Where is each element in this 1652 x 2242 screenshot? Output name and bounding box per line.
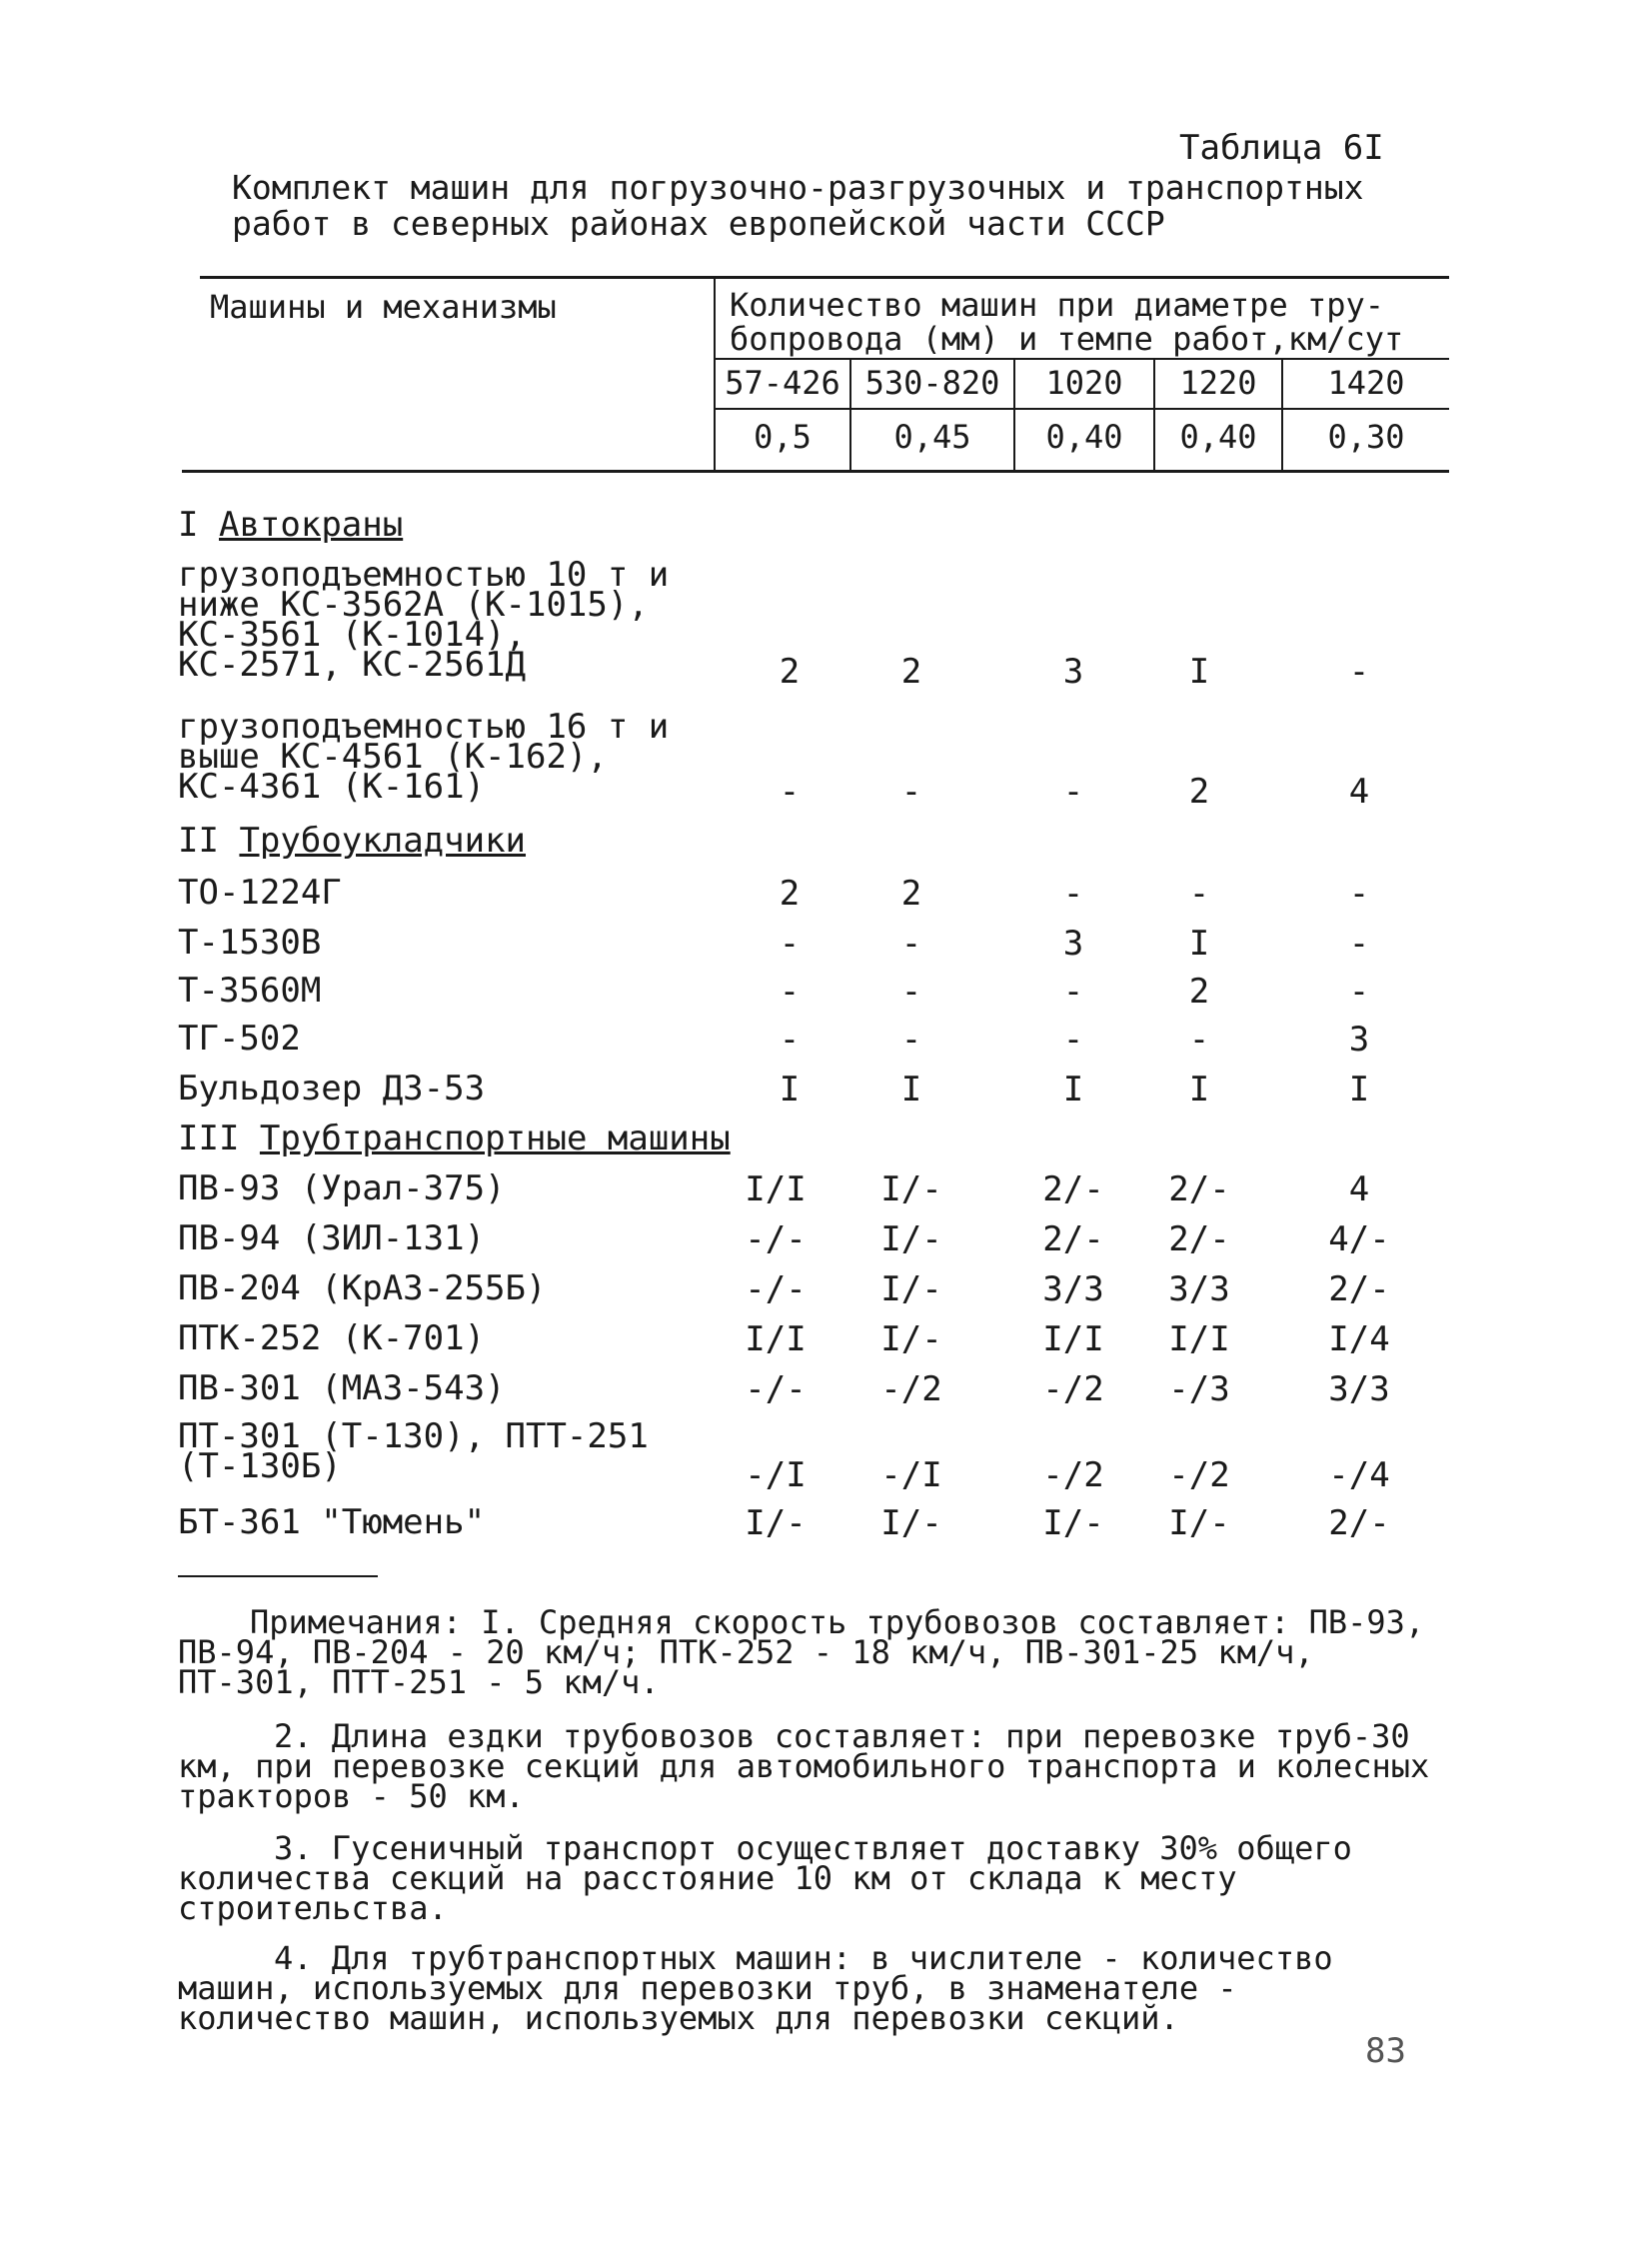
value-cell: I/I bbox=[745, 1169, 807, 1209]
value-cell: I/- bbox=[745, 1503, 807, 1543]
value-cell: I/- bbox=[880, 1269, 942, 1309]
diameter-cell: 1420 bbox=[1327, 364, 1405, 402]
section-heading bbox=[178, 1119, 731, 1158]
value-cell: 3 bbox=[1062, 924, 1084, 964]
notes-separator bbox=[178, 1575, 378, 1577]
page-number: 83 bbox=[1365, 2031, 1406, 2071]
value-cell: 3/3 bbox=[1042, 1269, 1104, 1309]
value-cell: I/4 bbox=[1328, 1319, 1390, 1359]
value-cell: 2/- bbox=[1042, 1219, 1104, 1259]
value-cell: -/I bbox=[880, 1455, 942, 1495]
value-cell: 3 bbox=[1062, 652, 1084, 692]
value-cell: I bbox=[1188, 652, 1210, 692]
title-line-2: работ в северных районах европейской части СССР bbox=[232, 204, 1165, 243]
row-label: Т-1530В bbox=[178, 923, 322, 963]
section-title: Трубоукладчики bbox=[239, 821, 527, 861]
value-cell: -/I bbox=[745, 1455, 807, 1495]
value-cell: I/I bbox=[1168, 1319, 1230, 1359]
value-cell: I bbox=[900, 1070, 922, 1110]
row-label: Т-3560М bbox=[178, 971, 322, 1011]
value-cell: - bbox=[1062, 772, 1084, 812]
col-header-quantity bbox=[730, 288, 1449, 356]
value-cell: I/- bbox=[880, 1169, 942, 1209]
note-4: 4. Для трубтранспортных машин: в числителе - количество машин, используемых для перевозки труб, в знаменателе - количество машин, используемых для перевозки секций. bbox=[178, 1939, 1333, 2037]
tempo-cell: 0,40 bbox=[1045, 418, 1123, 456]
value-cell: 2 bbox=[1188, 772, 1210, 812]
section-title: Автокраны bbox=[218, 505, 404, 545]
value-cell: - bbox=[900, 1020, 922, 1060]
note-3: 3. Гусеничный транспорт осуществляет доставку 30% общего количества секций на расстояние 10 км от склада к месту строительства. bbox=[178, 1829, 1352, 1927]
col-header-quantity-line-2: бопровода (мм) и темпе работ,км/сут bbox=[730, 320, 1404, 358]
row-label: ПТК-252 (К-701) bbox=[178, 1318, 486, 1358]
value-cell: - bbox=[900, 772, 922, 812]
tempo-cell: 0,45 bbox=[893, 418, 971, 456]
value-cell: I bbox=[1348, 1070, 1370, 1110]
note-1: Примечания: I. Средняя скорость трубовозов составляет: ПВ-93, ПВ-94, ПВ-204 - 20 км/ч; ПТК-252 - 18 км/ч, ПВ-301-25 км/ч, ПТ-301, ПТТ-251 - 5 км/ч. bbox=[178, 1603, 1425, 1701]
value-cell: 3 bbox=[1348, 1020, 1370, 1060]
table-top-rule bbox=[200, 276, 1449, 279]
value-cell: -/2 bbox=[1168, 1455, 1230, 1495]
value-cell: - bbox=[1062, 972, 1084, 1012]
value-cell: -/2 bbox=[1042, 1369, 1104, 1409]
diameter-cell: 57-426 bbox=[725, 364, 840, 402]
row-label: ТГ-502 bbox=[178, 1019, 301, 1059]
section-number: II bbox=[178, 821, 219, 861]
value-cell: 2/- bbox=[1168, 1169, 1230, 1209]
tempo-cell: 0,5 bbox=[754, 418, 812, 456]
value-cell: 2/- bbox=[1328, 1503, 1390, 1543]
diameter-cell: 1020 bbox=[1045, 364, 1123, 402]
value-cell: - bbox=[1062, 1020, 1084, 1060]
row-label: ПВ-93 (Урал-375) bbox=[178, 1168, 506, 1208]
value-cell: I/- bbox=[1168, 1503, 1230, 1543]
value-cell: -/3 bbox=[1168, 1369, 1230, 1409]
value-cell: 2 bbox=[900, 652, 922, 692]
value-cell: 3/3 bbox=[1328, 1369, 1390, 1409]
value-cell: 2 bbox=[900, 874, 922, 914]
tempo-cell: 0,30 bbox=[1327, 418, 1405, 456]
row-label: БТ-361 "Тюмень" bbox=[178, 1502, 486, 1542]
section-heading bbox=[178, 505, 404, 545]
table-title bbox=[232, 170, 1431, 242]
row-label: ПВ-204 (КрАЗ-255Б) bbox=[178, 1268, 547, 1308]
value-cell: -/- bbox=[745, 1269, 807, 1309]
value-cell: -/4 bbox=[1328, 1455, 1390, 1495]
value-cell: I bbox=[1188, 1070, 1210, 1110]
value-cell: - bbox=[779, 772, 801, 812]
value-cell: 2/- bbox=[1168, 1219, 1230, 1259]
value-cell: 4 bbox=[1348, 772, 1370, 812]
value-cell: -/2 bbox=[1042, 1455, 1104, 1495]
row-label: ПВ-94 (ЗИЛ-131) bbox=[178, 1218, 486, 1258]
value-cell: 2 bbox=[1188, 972, 1210, 1012]
value-cell: - bbox=[779, 924, 801, 964]
note-2: 2. Длина ездки трубовозов составляет: при перевозке труб-30 км, при перевозке секций для автомобильного транспорта и колесных тракторов - 50 км. bbox=[178, 1717, 1430, 1815]
row-label: грузоподъемностью 16 т и выше КС-4561 (К-162), КС-4361 (К-161) bbox=[178, 707, 670, 807]
value-cell: 2 bbox=[779, 874, 801, 914]
value-cell: - bbox=[1348, 652, 1370, 692]
diameter-cell: 530-820 bbox=[864, 364, 1000, 402]
title-line-1: Комплект машин для погрузочно-разгрузочных и транспортных bbox=[232, 168, 1364, 207]
value-cell: I/- bbox=[880, 1503, 942, 1543]
value-cell: I/I bbox=[745, 1319, 807, 1359]
section-heading bbox=[178, 821, 527, 861]
value-cell: I/- bbox=[880, 1319, 942, 1359]
value-cell: I/- bbox=[880, 1219, 942, 1259]
value-cell: - bbox=[1348, 972, 1370, 1012]
value-cell: 4/- bbox=[1328, 1219, 1390, 1259]
value-cell: I bbox=[1062, 1070, 1084, 1110]
value-cell: 2 bbox=[779, 652, 801, 692]
value-cell: -/- bbox=[745, 1369, 807, 1409]
value-cell: - bbox=[1188, 874, 1210, 914]
header-bottom-rule bbox=[182, 470, 1449, 473]
col-header-quantity-line-1: Количество машин при диаметре тру- bbox=[730, 286, 1385, 324]
row-label: ПТ-301 (Т-130), ПТТ-251 (Т-130Б) bbox=[178, 1416, 649, 1486]
value-cell: 2/- bbox=[1042, 1169, 1104, 1209]
value-cell: - bbox=[1188, 1020, 1210, 1060]
section-number: I bbox=[178, 505, 199, 545]
section-title: Трубтранспортные машины bbox=[259, 1119, 731, 1158]
value-cell: - bbox=[779, 972, 801, 1012]
value-cell: - bbox=[900, 924, 922, 964]
row-label: ПВ-301 (МАЗ-543) bbox=[178, 1368, 506, 1408]
section-number: III bbox=[178, 1119, 240, 1158]
subheader-rule-2 bbox=[714, 408, 1449, 410]
value-cell: - bbox=[1348, 924, 1370, 964]
value-cell: - bbox=[1348, 874, 1370, 914]
table-number: Таблица 6I bbox=[1179, 128, 1384, 168]
value-cell: 4 bbox=[1348, 1169, 1370, 1209]
row-label: ТО-1224Г bbox=[178, 873, 342, 913]
value-cell: I bbox=[1188, 924, 1210, 964]
value-cell: 2/- bbox=[1328, 1269, 1390, 1309]
row-label: грузоподъемностью 10 т и ниже КС-3562А (К-1015), КС-3561 (К-1014), КС-2571, КС-2561Д bbox=[178, 555, 670, 685]
value-cell: -/- bbox=[745, 1219, 807, 1259]
col-header-machines: Машины и механизмы bbox=[210, 288, 557, 326]
tempo-cell: 0,40 bbox=[1179, 418, 1257, 456]
row-label: Бульдозер ДЗ-53 bbox=[178, 1069, 486, 1109]
value-cell: - bbox=[779, 1020, 801, 1060]
value-cell: - bbox=[1062, 874, 1084, 914]
subheader-rule-1 bbox=[714, 358, 1449, 360]
value-cell: I/I bbox=[1042, 1319, 1104, 1359]
value-cell: - bbox=[900, 972, 922, 1012]
value-cell: 3/3 bbox=[1168, 1269, 1230, 1309]
diameter-cell: 1220 bbox=[1179, 364, 1257, 402]
value-cell: I/- bbox=[1042, 1503, 1104, 1543]
value-cell: -/2 bbox=[880, 1369, 942, 1409]
value-cell: I bbox=[779, 1070, 801, 1110]
